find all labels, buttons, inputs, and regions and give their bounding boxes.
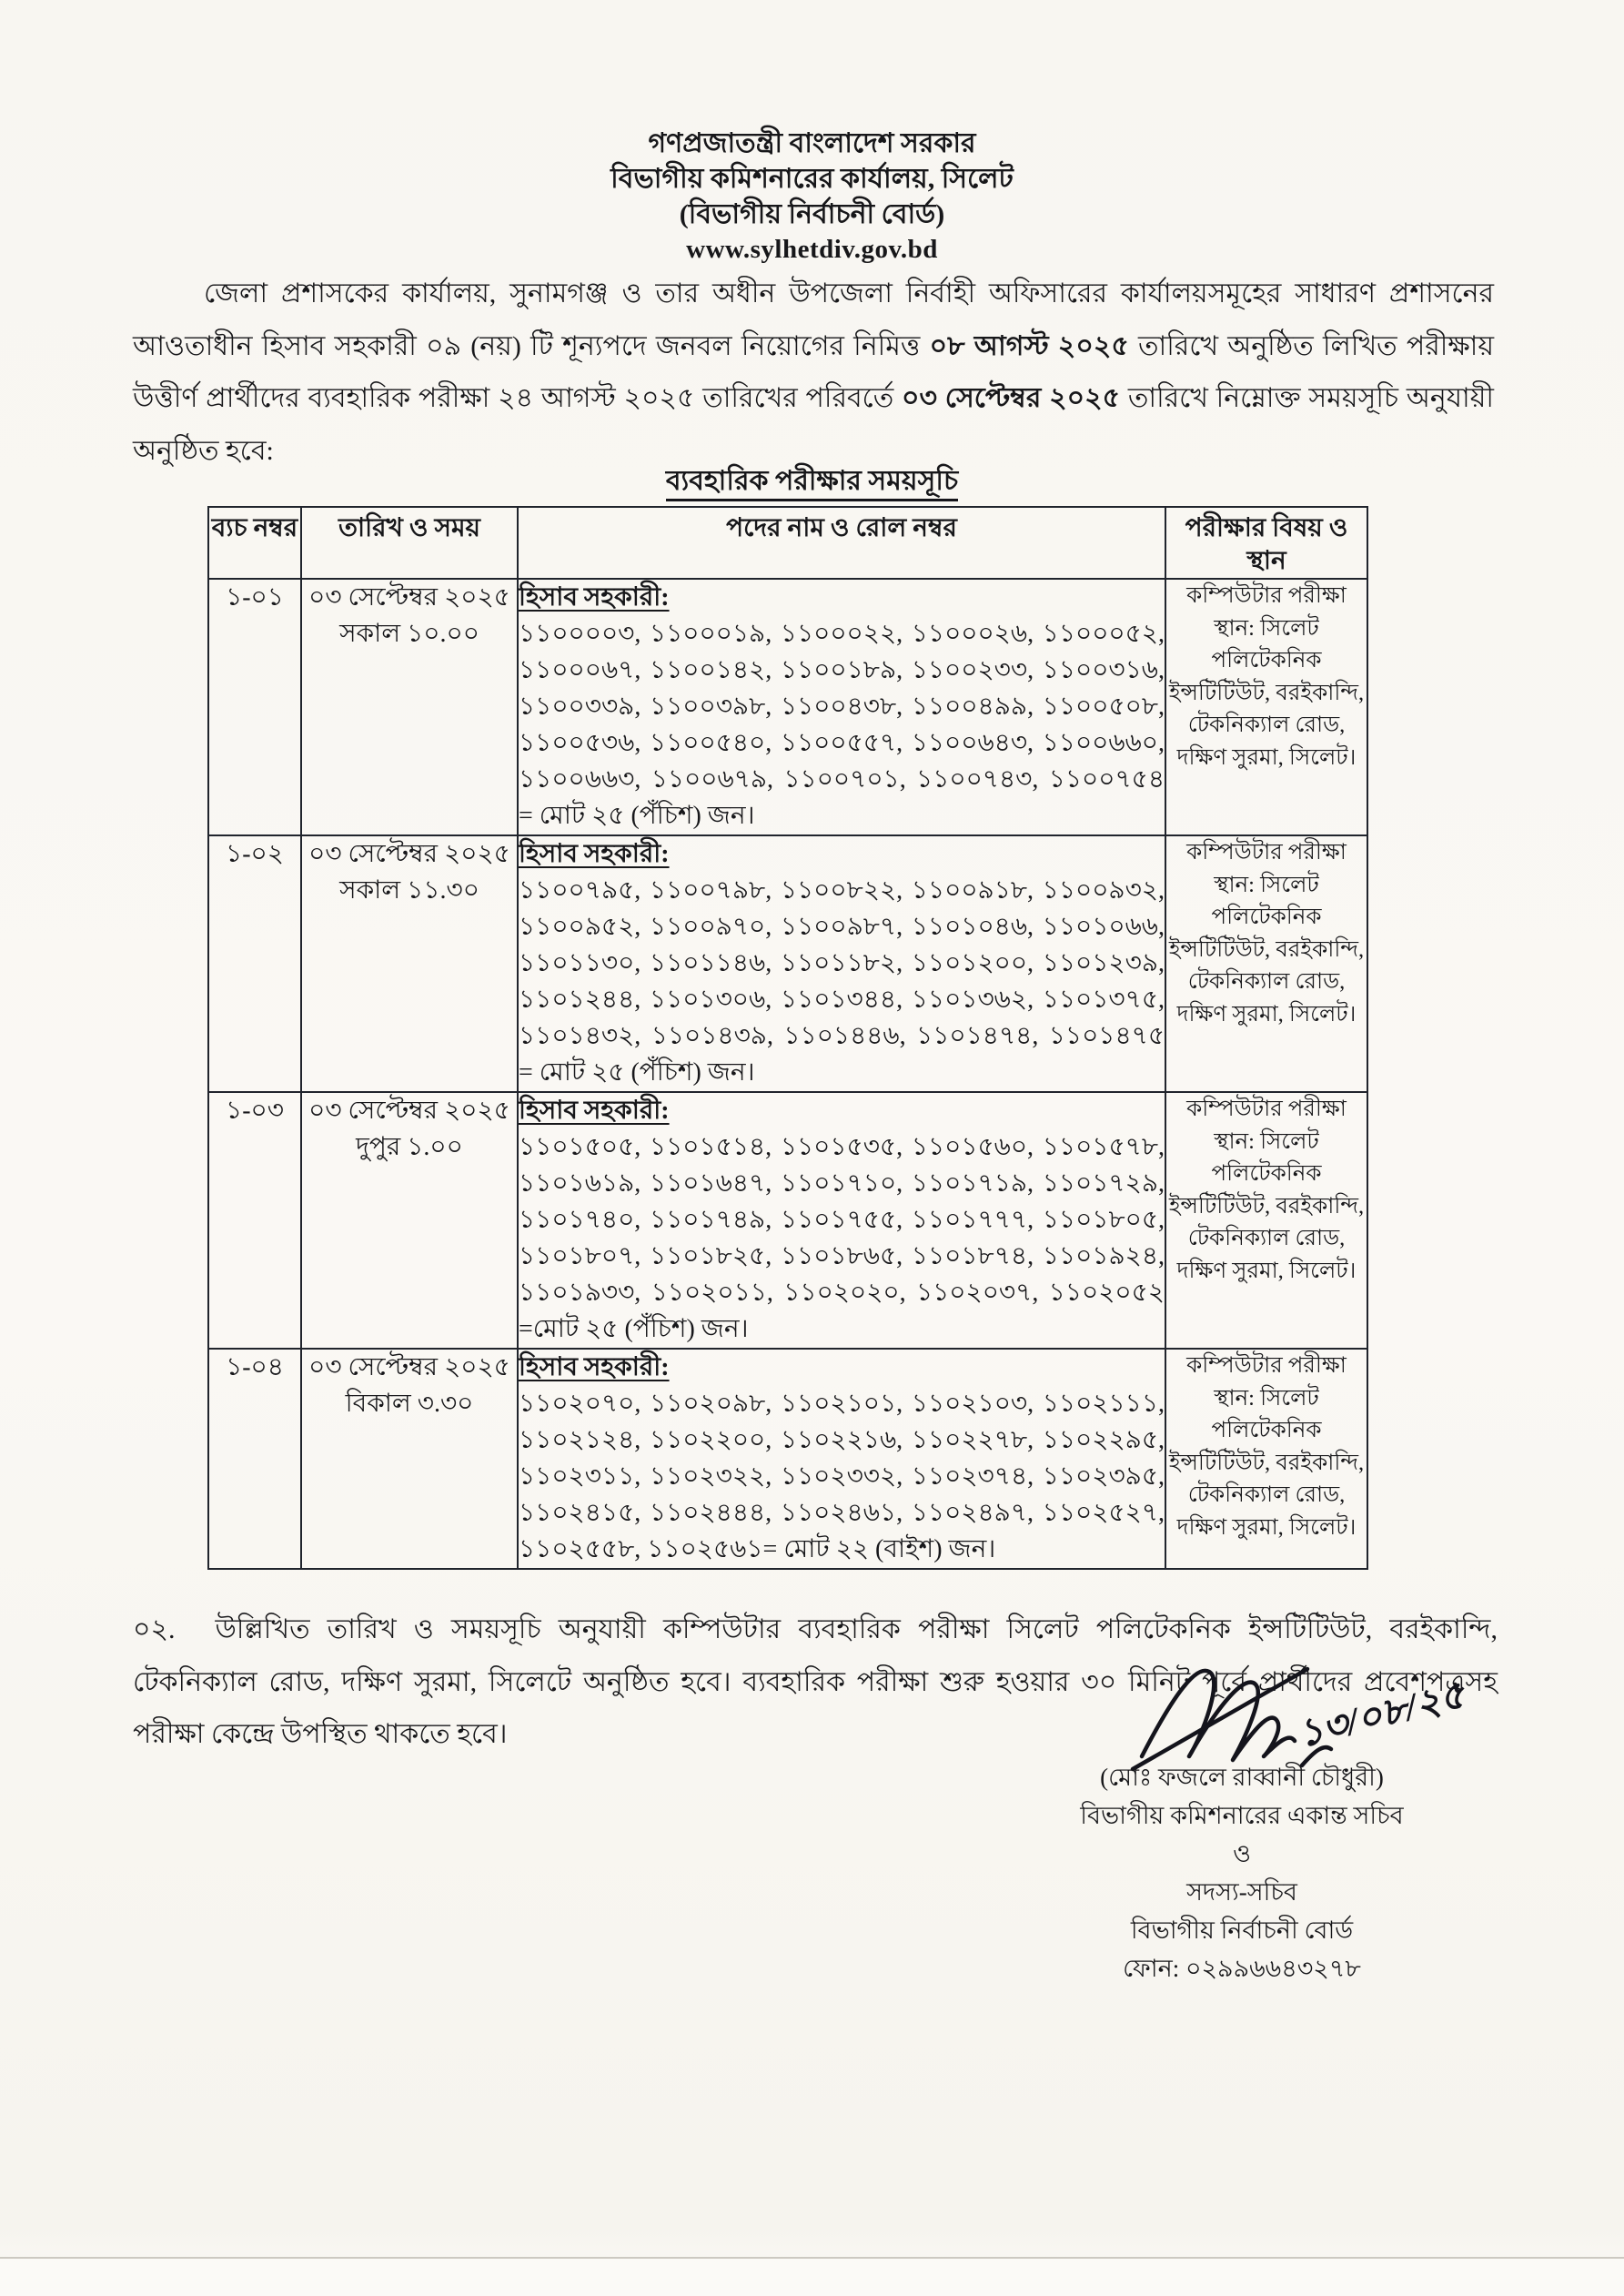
header-line-government: গণপ্রজাতন্ত্রী বাংলাদেশ সরকার <box>648 128 976 158</box>
venue-line: স্থান: সিলেট <box>1214 615 1319 641</box>
venue-line: স্থান: সিলেট <box>1214 872 1319 897</box>
header-line-board: (বিভাগীয় নির্বাচনী বোর্ড) <box>679 199 945 229</box>
roll-line: ১১০০৭৯৫, ১১০০৭৯৮, ১১০০৮২২, ১১০০৯১৮, ১১০০৯৩২, <box>519 876 1165 905</box>
venue-line: ইন্সটিটিউট, বরইকান্দি, <box>1168 680 1365 705</box>
exam-date: ০৩ সেপ্টেম্বর ২০২৫ <box>308 840 510 868</box>
paragraph-number: ০২. <box>133 1614 176 1644</box>
signatory-title: বিভাগীয় কমিশনারের একান্ত সচিব <box>1080 1802 1404 1829</box>
venue-cell <box>1165 1092 1367 1349</box>
intro-bold-date-1: ০৮ আগস্ট ২০২৫ <box>929 330 1129 361</box>
signature-block <box>1037 1758 1447 1988</box>
table-row <box>208 1349 1367 1569</box>
date-cell <box>301 1092 518 1349</box>
column-header-date-time: তারিখ ও সময় <box>301 507 518 579</box>
exam-time: বিকাল ৩.৩০ <box>345 1390 474 1418</box>
signatory-board: বিভাগীয় নির্বাচনী বোর্ড <box>1130 1917 1354 1944</box>
venue-line: ইন্সটিটিউট, বরইকান্দি, <box>1168 936 1365 962</box>
venue-line: টেকনিক্যাল রোড, <box>1187 1482 1346 1507</box>
exam-time: সকাল ১০.০০ <box>339 620 479 648</box>
roll-line: ১১০১৫০৫, ১১০১৫১৪, ১১০১৫৩৫, ১১০১৫৬০, ১১০১৫৭৮, <box>519 1133 1165 1161</box>
schedule-title: ব্যবহারিক পরীক্ষার সময়সূচি <box>0 459 1624 505</box>
venue-line: কম্পিউটার পরীক্ষা <box>1186 1353 1347 1378</box>
exam-time: দুপুর ১.০০ <box>356 1133 463 1161</box>
roll-line: ১১০১১৩০, ১১০১১৪৬, ১১০১১৮২, ১১০১২০০, ১১০১২৩৯, <box>519 949 1165 977</box>
venue-line: পলিটেকনিক <box>1211 648 1322 673</box>
exam-date: ০৩ সেপ্টেম্বর ২০২৫ <box>308 1353 510 1381</box>
exam-date: ০৩ সেপ্টেম্বর ২০২৫ <box>308 1097 510 1125</box>
government-header <box>0 126 1624 268</box>
roll-line: ১১০০০০৩, ১১০০০১৯, ১১০০০২২, ১১০০০২৬, ১১০০০৫২, <box>519 620 1165 648</box>
batch-cell: ১-০১ <box>208 579 301 835</box>
exam-date: ০৩ সেপ্টেম্বর ২০২৫ <box>308 583 510 612</box>
table-row <box>208 835 1367 1092</box>
venue-line: টেকনিক্যাল রোড, <box>1187 713 1346 737</box>
venue-line: কম্পিউটার পরীক্ষা <box>1186 583 1347 608</box>
date-cell <box>301 579 518 835</box>
total-line: = মোট ২৫ (পঁচিশ) জন। <box>519 802 755 830</box>
intro-paragraph <box>133 268 1494 477</box>
post-label: হিসাব সহকারী: <box>519 1353 670 1381</box>
venue-line: দক্ষিণ সুরমা, সিলেট। <box>1176 1001 1357 1027</box>
roll-line: ১১০১৪৩২, ১১০১৪৩৯, ১১০১৪৪৬, ১১০১৪৭৪, ১১০১৪৭৫ <box>519 1022 1165 1050</box>
venue-cell <box>1165 579 1367 835</box>
venue-line: কম্পিউটার পরীক্ষা <box>1186 840 1347 865</box>
total-line: = মোট ২৫ (পঁচিশ) জন। <box>519 1058 755 1087</box>
table-row <box>208 1092 1367 1349</box>
roll-line: ১১০১৭৪০, ১১০১৭৪৯, ১১০১৭৫৫, ১১০১৭৭৭, ১১০১৮০৫, <box>519 1206 1165 1234</box>
roll-line: ১১০২০৭০, ১১০২০৯৮, ১১০২১০১, ১১০২১০৩, ১১০২১১১, <box>519 1390 1165 1418</box>
total-line: ১১০২৫৫৮, ১১০২৫৬১= মোট ২২ (বাইশ) জন। <box>519 1535 996 1563</box>
venue-line: পলিটেকনিক <box>1211 905 1322 929</box>
post-label: হিসাব সহকারী: <box>519 840 670 868</box>
roll-cell <box>518 1092 1165 1349</box>
venue-line: ইন্সটিটিউট, বরইকান্দি, <box>1168 1450 1365 1475</box>
venue-cell <box>1165 835 1367 1092</box>
venue-cell <box>1165 1349 1367 1569</box>
venue-line: স্থান: সিলেট <box>1214 1128 1319 1154</box>
venue-line: টেকনিক্যাল রোড, <box>1187 969 1346 994</box>
venue-line: টেকনিক্যাল রোড, <box>1187 1226 1346 1250</box>
roll-cell <box>518 835 1165 1092</box>
column-header-post-roll: পদের নাম ও রোল নম্বর <box>518 507 1165 579</box>
header-line-office: বিভাগীয় কমিশনারের কার্যালয়, সিলেট <box>610 164 1014 194</box>
venue-line: দক্ষিণ সুরমা, সিলেট। <box>1176 744 1357 770</box>
table-row <box>208 579 1367 835</box>
schedule-table <box>207 506 1368 1570</box>
intro-text-2: তারিখে অনুষ্ঠিত লিখিত পরীক্ষায় উত্তীর্ণ প্রার্থীদের ব্যবহারিক পরীক্ষা ২৪ আগস্ট ২০২৫ তারিখের পরিবর্তে <box>133 330 1495 413</box>
exam-time: সকাল ১১.৩০ <box>339 876 479 905</box>
intro-text-3: তারিখে নিম্নোক্ত সময়সূচি অনুযায়ী অনুষ্ঠিত হবে: <box>133 383 1495 466</box>
roll-line: ১১০১২৪৪, ১১০১৩০৬, ১১০১৩৪৪, ১১০১৩৬২, ১১০১৩৭৫, <box>519 986 1165 1014</box>
roll-line: ১১০০৯৫২, ১১০০৯৭০, ১১০০৯৮৭, ১১০১০৪৬, ১১০১০৬৬, <box>519 913 1165 941</box>
roll-line: ১১০১৯৩৩, ১১০২০১১, ১১০২০২০, ১১০২০৩৭, ১১০২০৫২ <box>519 1279 1165 1307</box>
website-text: www.sylhetdiv.gov.bd <box>686 235 938 264</box>
column-header-subject-venue: পরীক্ষার বিষয় ও স্থান <box>1165 507 1367 579</box>
intro-bold-date-2: ০৩ সেপ্টেম্বর ২০২৫ <box>902 383 1121 413</box>
venue-line: দক্ষিণ সুরমা, সিলেট। <box>1176 1258 1357 1283</box>
total-line: =মোট ২৫ (পঁচিশ) জন। <box>519 1315 749 1343</box>
signature-date: ১৩/০৮/২৫ <box>1294 1674 1469 1756</box>
venue-line: পলিটেকনিক <box>1211 1418 1322 1442</box>
roll-line: ১১০২৩১১, ১১০২৩২২, ১১০২৩৩২, ১১০২৩৭৪, ১১০২৩৯৫, <box>519 1462 1165 1491</box>
venue-line: পলিটেকনিক <box>1211 1161 1322 1186</box>
roll-line: ১১০০০৬৭, ১১০০১৪২, ১১০০১৮৯, ১১০০২৩৩, ১১০০৩১৬, <box>519 656 1165 684</box>
date-cell <box>301 1349 518 1569</box>
phone-number: ফোন: ০২৯৯৬৬৪৩২৭৮ <box>1123 1955 1361 1982</box>
signatory-title-member-secretary: সদস্য-সচিব <box>1186 1878 1297 1906</box>
roll-line: ১১০০৩৩৯, ১১০০৩৯৮, ১১০০৪৩৮, ১১০০৪৯৯, ১১০০৫০৮, <box>519 693 1165 721</box>
roll-line: ১১০১৬১৯, ১১০১৬৪৭, ১১০১৭১০, ১১০১৭১৯, ১১০১৭২৯, <box>519 1169 1165 1198</box>
scan-margin-below <box>0 2259 1624 2296</box>
conjunction-text: ও <box>1233 1840 1251 1867</box>
roll-cell <box>518 579 1165 835</box>
roll-line: ১১০১৮০৭, ১১০১৮২৫, ১১০১৮৬৫, ১১০১৮৭৪, ১১০১৯২৪, <box>519 1242 1165 1270</box>
venue-line: স্থান: সিলেট <box>1214 1385 1319 1411</box>
venue-line: কম্পিউটার পরীক্ষা <box>1186 1097 1347 1121</box>
intro-text-1: জেলা প্রশাসকের কার্যালয়, সুনামগঞ্জ ও তার অধীন উপজেলা নির্বাহী অফিসারের কার্যালয়সমূহের সাধারণ প্রশাসনের আওতাধীন হিসাব সহকারী ০৯ (নয়) টি শূন্যপদে জনবল নিয়োগের নিমিত্ত <box>133 278 1494 361</box>
post-label: হিসাব সহকারী: <box>519 583 670 612</box>
header-row <box>208 507 1367 579</box>
roll-line: ১১০০৬৬৩, ১১০০৬৭৯, ১১০০৭০১, ১১০০৭৪৩, ১১০০৭৫৪ <box>519 765 1165 794</box>
closing-text: উল্লিখিত তারিখ ও সময়সূচি অনুযায়ী কম্পিউটার ব্যবহারিক পরীক্ষা সিলেট পলিটেকনিক ইন্সটিটিউট, বরইকান্দি, টেকনিক্যাল রোড, দক্ষিণ সুরমা, সিলেটে অনুষ্ঠিত হবে। ব্যবহারিক পরীক্ষা শুরু হওয়ার ৩০ মিনিট পূর্বে প্রার্থীদের প্রবেশপত্রসহ পরীক্ষা কেন্দ্রে উপস্থিত থাকতে হবে। <box>133 1614 1498 1749</box>
venue-line: দক্ষিণ সুরমা, সিলেট। <box>1176 1514 1357 1540</box>
venue-line: ইন্সটিটিউট, বরইকান্দি, <box>1168 1193 1365 1219</box>
date-cell <box>301 835 518 1092</box>
roll-line: ১১০০৫৩৬, ১১০০৫৪০, ১১০০৫৫৭, ১১০০৬৪৩, ১১০০৬৬০, <box>519 729 1165 757</box>
column-header-batch: ব্যচ নম্বর <box>208 507 301 579</box>
roll-cell <box>518 1349 1165 1569</box>
signatory-name: (মোঃ ফজলে রাব্বানী চৌধুরী) <box>1100 1764 1384 1791</box>
roll-line: ১১০২৪১৫, ১১০২৪৪৪, ১১০২৪৬১, ১১০২৪৯৭, ১১০২৫২৭, <box>519 1499 1165 1527</box>
batch-cell: ১-০৩ <box>208 1092 301 1349</box>
post-label: হিসাব সহকারী: <box>519 1097 670 1125</box>
batch-cell: ১-০৪ <box>208 1349 301 1569</box>
batch-cell: ১-০২ <box>208 835 301 1092</box>
roll-line: ১১০২১২৪, ১১০২২০০, ১১০২২১৬, ১১০২২৭৮, ১১০২২৯৫, <box>519 1426 1165 1454</box>
